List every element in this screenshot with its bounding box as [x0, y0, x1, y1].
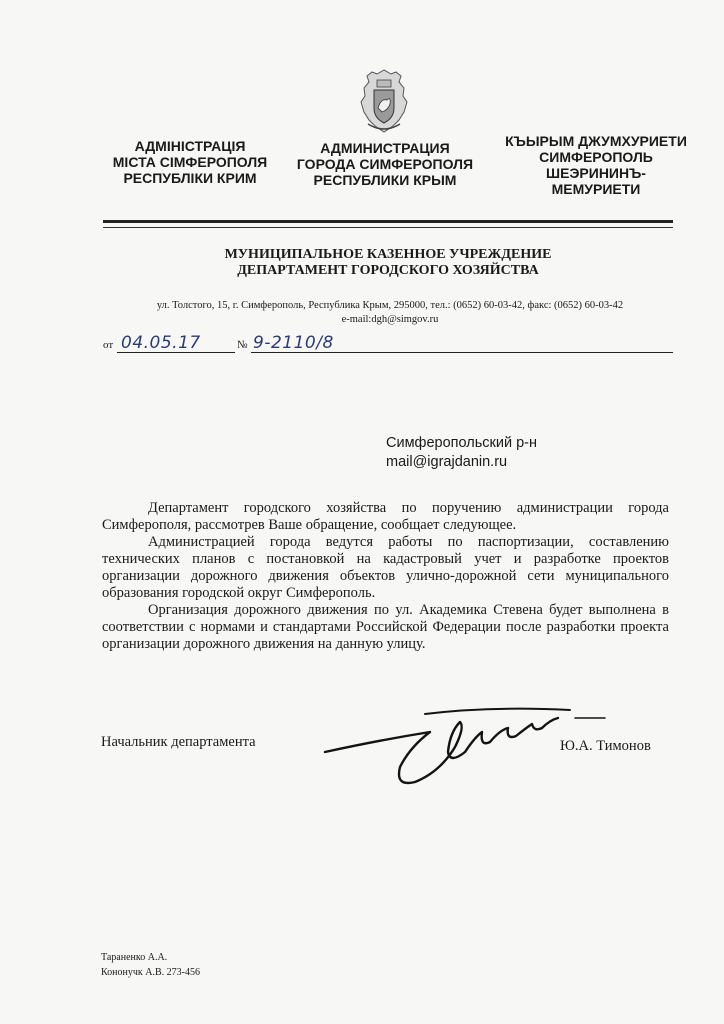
- number-label: №: [237, 339, 248, 351]
- header-crimean-tatar-line: МЕМУРИЕТИ: [551, 181, 641, 197]
- recipient-district: Симферопольский р-н: [386, 435, 537, 451]
- body-paragraph: Департамент городского хозяйства по поручению администрации города Симферополя, рассмотрев Ваше обращение, сообщает следующее.: [102, 500, 669, 533]
- header-crimean-tatar-line: КЪЫРЫМ ДЖУМХУРИЕТИ: [505, 133, 687, 149]
- address-line: ул. Толстого, 15, г. Симферополь, Республика Крым, 295000, тел.: (0652) 60-03-42, факс: (0652) 60-03-42: [156, 300, 624, 311]
- registration-line: [103, 335, 673, 355]
- header-russian-line: АДМИНИСТРАЦИЯ: [320, 140, 450, 156]
- header-ukrainian-line: РЕСПУБЛІКИ КРИМ: [123, 170, 257, 186]
- email-line: e-mail:dgh@simgov.ru: [341, 314, 439, 325]
- organization-line: МУНИЦИПАЛЬНОЕ КАЗЕННОЕ УЧРЕЖДЕНИЕ: [224, 247, 552, 262]
- header-russian-line: ГОРОДА СИМФЕРОПОЛЯ: [296, 156, 474, 172]
- handwritten-date: 04.05.17: [121, 333, 201, 353]
- executor-line: Кононучк А.В. 273-456: [101, 967, 200, 978]
- organization-line: ДЕПАРТАМЕНТ ГОРОДСКОГО ХОЗЯЙСТВА: [237, 263, 539, 278]
- header-crimean-tatar-line: ШЕЭРИНИНЪ-: [546, 165, 646, 181]
- date-label: от: [103, 339, 114, 351]
- header-crimean-tatar: [490, 133, 702, 197]
- body-paragraph: Организация дорожного движения по ул. Академика Стевена будет выполнена в соответствии с нормами и стандартами Российской Федерации после разработки проекта организации дорожного движения на данную улицу.: [102, 602, 669, 652]
- handwritten-number: 9-2110/8: [253, 333, 334, 353]
- executors-block: [101, 950, 200, 980]
- organization-address: [100, 299, 680, 327]
- body-paragraph: Администрацией города ведутся работы по паспортизации, составлению технических планов с постановкой на кадастровый учет и разработке проектов организации дорожного движения объектов улично-дорожной сети муниципального образования городской округ Симферополь.: [102, 534, 669, 601]
- recipient-block: [386, 434, 537, 472]
- executor-line: Тараненко А.А.: [101, 952, 168, 963]
- header-ukrainian: [95, 138, 285, 186]
- recipient-email: mail@igrajdanin.ru: [386, 454, 508, 470]
- signer-title: Начальник департамента: [101, 734, 256, 750]
- header-russian-line: РЕСПУБЛИКИ КРЫМ: [313, 172, 457, 188]
- header-crimean-tatar-line: СИМФЕРОПОЛЬ: [539, 149, 653, 165]
- coat-of-arms-icon: [357, 68, 411, 134]
- header-divider-thick: [103, 220, 673, 223]
- letter-body: [102, 500, 669, 653]
- header-russian: [285, 140, 485, 188]
- header-ukrainian-line: АДМІНІСТРАЦІЯ: [134, 138, 246, 154]
- header-ukrainian-line: МІСТА СІМФЕРОПОЛЯ: [112, 154, 268, 170]
- organization-name: [103, 247, 673, 279]
- header-divider-thin: [103, 227, 673, 228]
- signer-name: Ю.А. Тимонов: [560, 738, 651, 754]
